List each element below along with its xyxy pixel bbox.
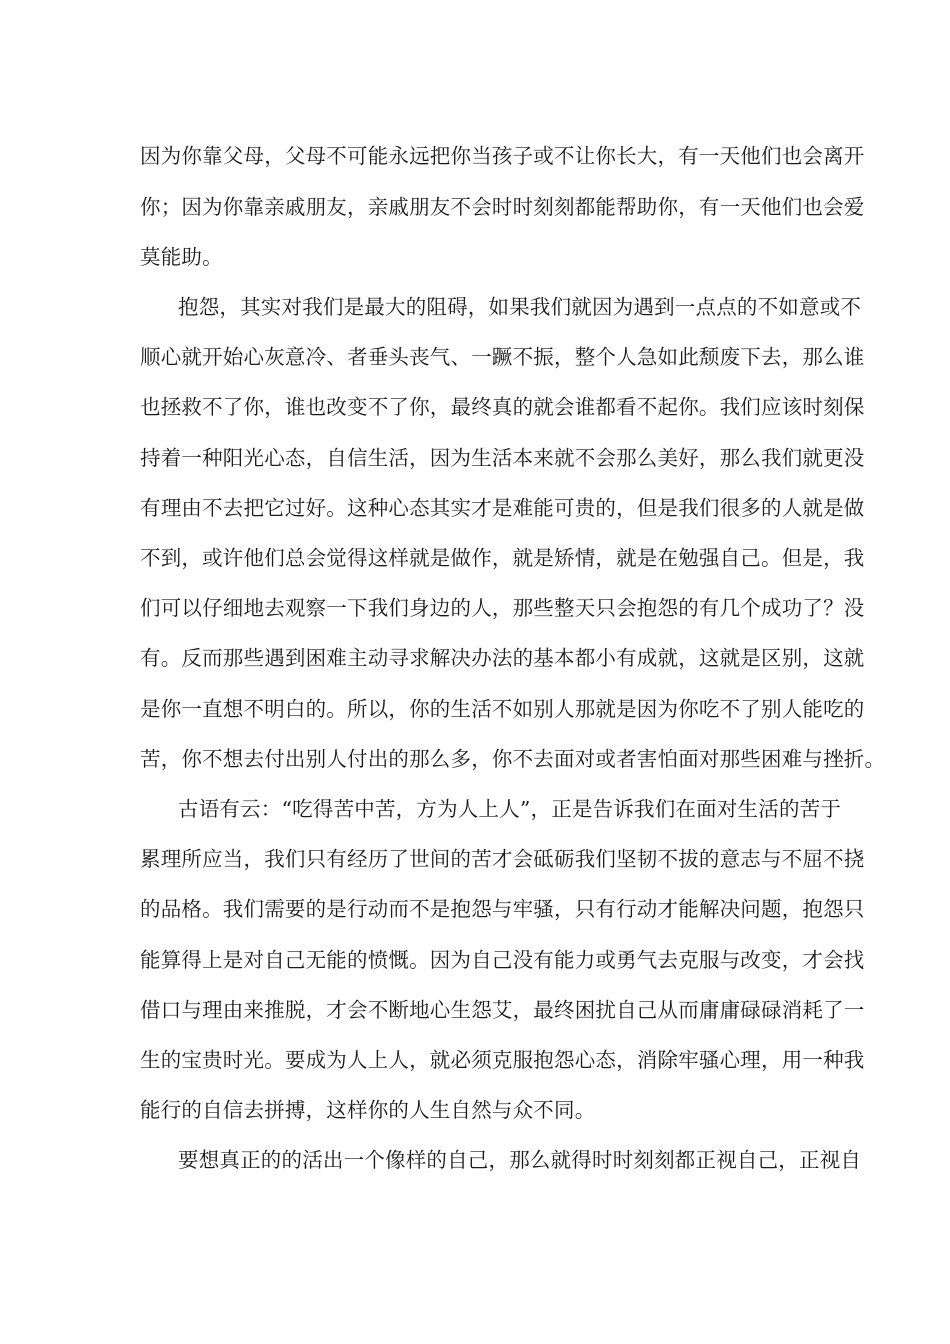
paragraph-2-line-7: 们可以仔细地去观察一下我们身边的人，那些整天只会抱怨的有几个成功了？没: [140, 596, 865, 620]
paragraph-2-line-4: 持着一种阳光心态，自信生活，因为生活本来就不会那么美好，那么我们就更没: [140, 446, 865, 470]
paragraph-1-line-1: 因为你靠父母，父母不可能永远把你当孩子或不让你长大，有一天他们也会离开: [140, 144, 865, 168]
paragraph-2-line-8: 有。反而那些遇到困难主动寻求解决办法的基本都小有成就，这就是区别，这就: [140, 646, 865, 670]
paragraph-3-line-7: 能行的自信去拼搏，这样你的人生自然与众不同。: [140, 1098, 596, 1122]
paragraph-2-line-3: 也拯救不了你，谁也改变不了你，最终真的就会谁都看不起你。我们应该时刻保: [140, 395, 865, 419]
paragraph-3-line-5: 借口与理由来推脱，才会不断地心生怨艾，最终困扰自己从而庸庸碌碌消耗了一: [140, 998, 865, 1022]
paragraph-2-line-2: 顺心就开始心灰意冷、者垂头丧气、一蹶不振，整个人急如此颓废下去，那么谁: [140, 345, 865, 369]
paragraph-2-line-5: 有理由不去把它过好。这种心态其实才是难能可贵的，但是我们很多的人就是做: [140, 496, 865, 520]
paragraph-2-line-9: 是你一直想不明白的。所以，你的生活不如别人那就是因为你吃不了别人能吃的: [140, 697, 865, 721]
paragraph-2-line-1: 抱怨，其实对我们是最大的阻碍，如果我们就因为遇到一点点的不如意或不: [178, 295, 862, 319]
paragraph-3-line-4: 能算得上是对自己无能的愤慨。因为自己没有能力或勇气去克服与改变，才会找: [140, 948, 865, 972]
paragraph-3-line-3: 的品格。我们需要的是行动而不是抱怨与牢骚，只有行动才能解决问题，抱怨只: [140, 897, 865, 921]
paragraph-3-line-1: 古语有云：“吃得苦中苦，方为人上人”，正是告诉我们在面对生活的苦于: [178, 797, 842, 821]
paragraph-3-line-2: 累理所应当，我们只有经历了世间的苦才会砥砺我们坚韧不拔的意志与不屈不挠: [140, 847, 865, 871]
paragraph-4-line-1: 要想真正的的活出一个像样的自己，那么就得时时刻刻都正视自己，正视自: [178, 1148, 862, 1172]
paragraph-1-line-3: 莫能助。: [140, 245, 223, 269]
paragraph-3-line-6: 生的宝贵时光。要成为人上人，就必须克服抱怨心态，消除牢骚心理，用一种我: [140, 1048, 865, 1072]
paragraph-2-line-10: 苦，你不想去付出别人付出的那么多，你不去面对或者害怕面对那些困难与挫折。: [140, 747, 886, 771]
paragraph-2-line-6: 不到，或许他们总会觉得这样就是做作，就是矫情，就是在勉强自己。但是，我: [140, 546, 865, 570]
paragraph-1-line-2: 你；因为你靠亲戚朋友，亲戚朋友不会时时刻刻都能帮助你，有一天他们也会爱: [140, 195, 865, 219]
